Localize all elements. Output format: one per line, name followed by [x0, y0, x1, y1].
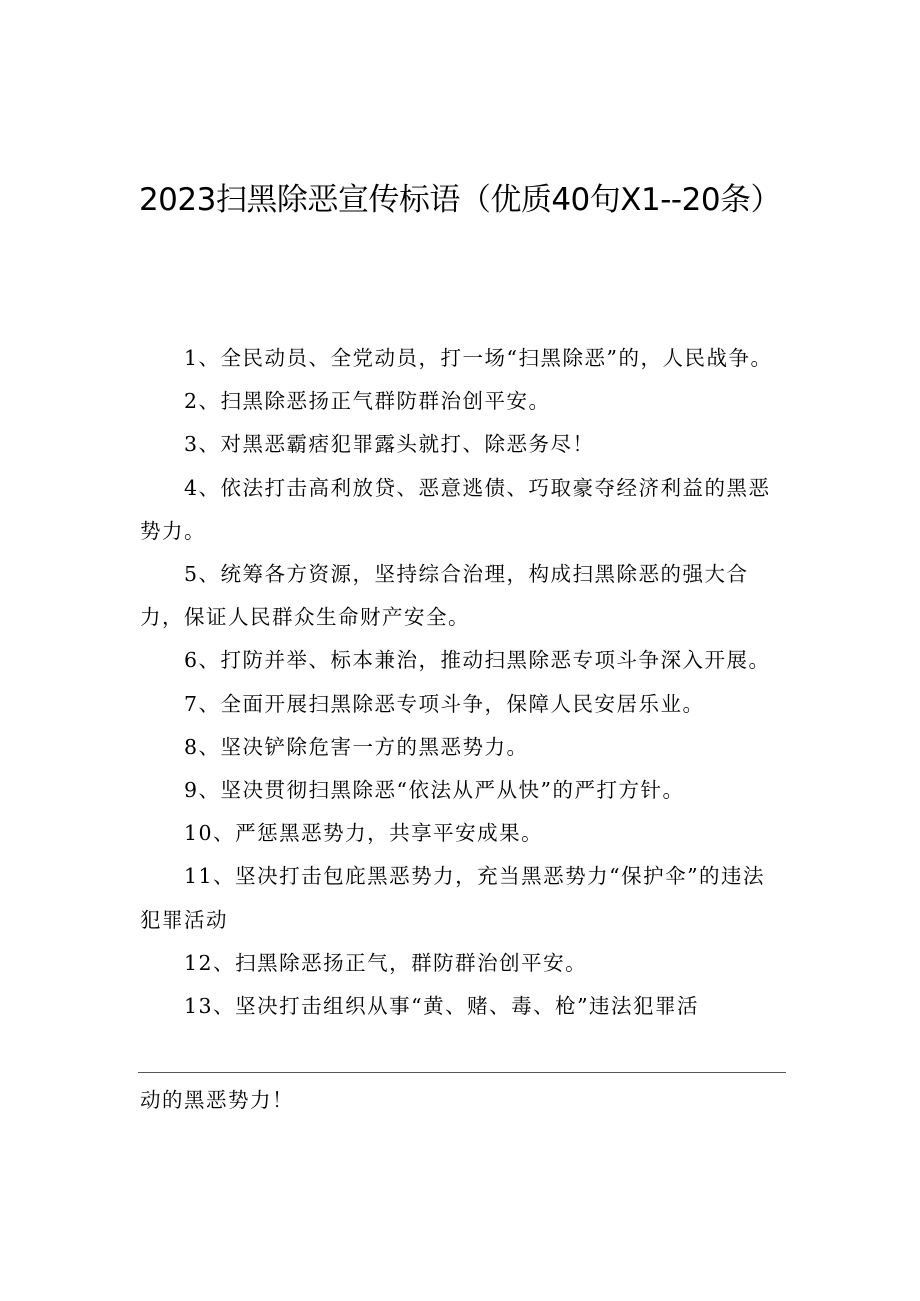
list-item: 13、坚决打击组织从事“黄、赌、毒、枪”违法犯罪活 — [184, 994, 700, 1019]
list-item: 6、打防并举、标本兼治，推动扫黑除恶专项斗争深入开展。 — [184, 648, 771, 673]
list-item: 8、坚决铲除危害一方的黑恶势力。 — [184, 734, 529, 759]
continuation-text: 动的黑恶势力！ — [140, 1088, 294, 1112]
list-item: 9、坚决贯彻扫黑除恶“依法从严从快”的严打方针。 — [184, 778, 685, 803]
slogan-list — [140, 337, 785, 1028]
document-title: 2023扫黑除恶宣传标语（优质40句X1--20条） — [138, 182, 782, 218]
list-item: 7、全面开展扫黑除恶专项斗争，保障人民安居乐业。 — [184, 691, 705, 716]
list-item: 4、依法打击高利放贷、恶意逃债、巧取豪夺经济利益的黑恶势力。 — [140, 475, 771, 543]
list-item: 12、扫黑除恶扬正气，群防群治创平安。 — [184, 950, 588, 975]
list-item: 5、统筹各方资源，坚持综合治理，构成扫黑除恶的强大合力，保证人民群众生命财产安全。 — [140, 562, 749, 630]
footnote-divider — [138, 1072, 786, 1073]
list-item: 10、严惩黑恶势力，共享平安成果。 — [184, 821, 544, 846]
list-item: 2、扫黑除恶扬正气群防群治创平安。 — [184, 389, 551, 414]
list-item: 3、对黑恶霸痞犯罪露头就打、除恶务尽！ — [184, 432, 595, 457]
list-item: 1、全民动员、全党动员，打一场“扫黑除恶”的，人民战争。 — [184, 346, 773, 370]
list-item: 11、坚决打击包庇黑恶势力，充当黑恶势力“保护伞”的违法犯罪活动 — [140, 864, 766, 932]
